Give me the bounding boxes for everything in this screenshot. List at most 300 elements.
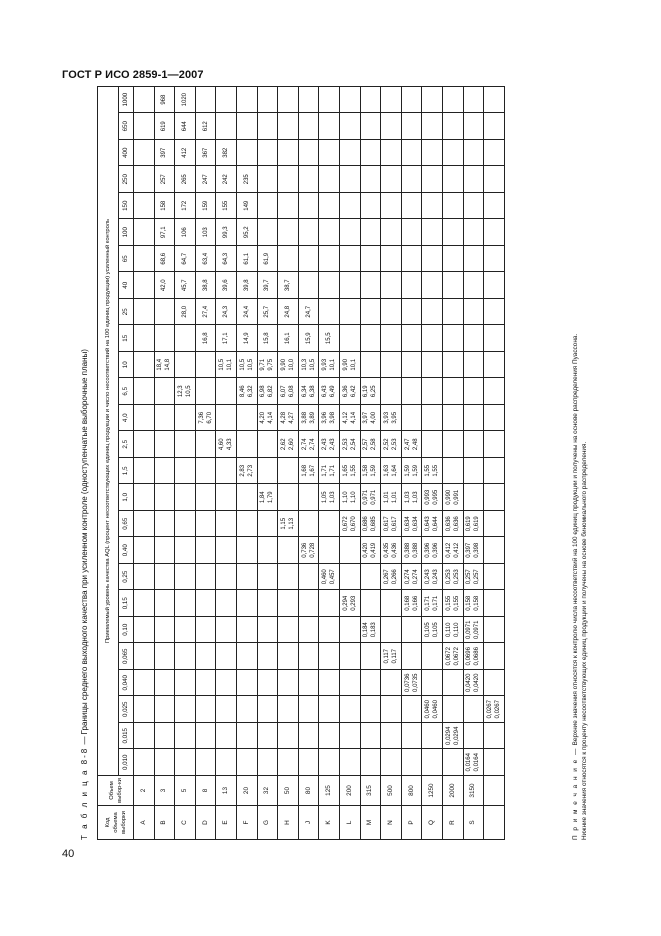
aoql-value-cell: [257, 458, 278, 485]
aoql-value-cell: 28,0: [175, 299, 196, 326]
aoql-value-cell: [463, 405, 484, 432]
aoql-value-cell: 0,460 0,457: [319, 564, 340, 591]
aoql-value-cell: [484, 511, 505, 538]
aoql-value-cell: 9,90 10,1: [339, 352, 360, 379]
aoql-value-cell: [360, 696, 381, 723]
aoql-value-cell: [298, 617, 319, 644]
sample-size-code: B: [154, 806, 175, 840]
aoql-value-cell: [154, 299, 175, 326]
aoql-value-cell: [278, 643, 299, 670]
aoql-value-cell: 99,3: [216, 219, 237, 246]
aoql-value-cell: 0,412 0,412: [442, 537, 463, 564]
aql-level: 100: [119, 219, 134, 246]
aoql-value-cell: 9,71 9,75: [257, 352, 278, 379]
aoql-value-cell: [339, 723, 360, 750]
aoql-value-cell: [278, 193, 299, 220]
aoql-value-cell: 0,634 0,634: [401, 511, 422, 538]
aoql-value-cell: [484, 537, 505, 564]
aoql-value-cell: [339, 219, 360, 246]
aoql-value-cell: 0,184 0,183: [360, 617, 381, 644]
aoql-value-cell: [134, 193, 155, 220]
aoql-value-cell: [236, 670, 257, 697]
aoql-value-cell: [175, 431, 196, 458]
aql-level: 0,10: [119, 617, 134, 644]
aoql-value-cell: [195, 537, 216, 564]
aoql-value-cell: [134, 484, 155, 511]
aoql-value-cell: [175, 590, 196, 617]
aoql-value-cell: [442, 246, 463, 273]
aoql-value-cell: [236, 723, 257, 750]
aoql-value-cell: [154, 670, 175, 697]
aoql-value-cell: 4,12 4,14: [339, 405, 360, 432]
aoql-value-cell: [216, 537, 237, 564]
aoql-value-cell: [484, 140, 505, 167]
aoql-value-cell: [257, 590, 278, 617]
aoql-value-cell: 64,7: [175, 246, 196, 273]
aoql-value-cell: 2,83 2,73: [236, 458, 257, 485]
aoql-value-cell: 0,257 0,257: [463, 564, 484, 591]
aoql-value-cell: [257, 166, 278, 193]
aoql-value-cell: [154, 511, 175, 538]
aoql-value-cell: [134, 140, 155, 167]
aoql-value-cell: [236, 140, 257, 167]
aoql-value-cell: 17,1: [216, 325, 237, 352]
aoql-value-cell: [422, 405, 443, 432]
aoql-value-cell: [319, 272, 340, 299]
aoql-value-cell: [298, 723, 319, 750]
table-row: [360, 86, 381, 839]
aql-header: Приемлемый уровень качества AQL (процент несоответствующих единиц продукции и число несоответствий на 100 единиц продукции) усиленный контроль: [98, 86, 119, 775]
aql-level: 0,25: [119, 564, 134, 591]
aoql-value-cell: [381, 378, 402, 405]
aoql-value-cell: [216, 511, 237, 538]
aoql-value-cell: [298, 590, 319, 617]
aoql-value-cell: 0,388 0,388: [401, 537, 422, 564]
aoql-value-cell: [401, 246, 422, 273]
aoql-value-cell: 6,36 6,42: [339, 378, 360, 405]
aoql-value-cell: [339, 564, 360, 591]
aoql-value-cell: 0,0736 0,0735: [401, 670, 422, 697]
aql-level: 40: [119, 272, 134, 299]
aoql-value-cell: [175, 458, 196, 485]
aoql-value-cell: [257, 86, 278, 113]
sample-size-code: L: [339, 806, 360, 840]
aoql-value-cell: [298, 670, 319, 697]
aoql-value-cell: [422, 670, 443, 697]
aoql-value-cell: 0,619 0,619: [463, 511, 484, 538]
aoql-value-cell: 10,5 10,1: [216, 352, 237, 379]
col-header-code: Код объема выборки: [98, 806, 134, 840]
table-row: [175, 86, 196, 839]
sample-size: 20: [236, 776, 257, 806]
aoql-value-cell: 0,267 0,266: [381, 564, 402, 591]
aoql-value-cell: [319, 219, 340, 246]
aoql-value-cell: [422, 431, 443, 458]
aoql-value-cell: [360, 590, 381, 617]
aoql-value-cell: 1,68 1,67: [298, 458, 319, 485]
aoql-value-cell: [298, 219, 319, 246]
col-header-size: Объем выбор-ки: [98, 776, 134, 806]
aoql-value-cell: [360, 670, 381, 697]
aoql-value-cell: 9,90 10,0: [278, 352, 299, 379]
aoql-value-cell: 0,0267 0,0267: [484, 696, 505, 723]
aoql-value-cell: 24,8: [278, 299, 299, 326]
aoql-value-cell: [257, 511, 278, 538]
aoql-value-cell: [381, 86, 402, 113]
aoql-value-cell: 2,47 2,48: [401, 431, 422, 458]
aoql-value-cell: 0,672 0,670: [339, 511, 360, 538]
aoql-value-cell: [154, 405, 175, 432]
aoql-value-cell: [401, 749, 422, 776]
aoql-value-cell: 45,7: [175, 272, 196, 299]
aoql-value-cell: [319, 749, 340, 776]
aoql-value-cell: [484, 272, 505, 299]
aql-level: 0,065: [119, 643, 134, 670]
aoql-value-cell: [278, 590, 299, 617]
aoql-value-cell: [257, 643, 278, 670]
aoql-value-cell: 39,6: [216, 272, 237, 299]
aoql-value-cell: [339, 325, 360, 352]
aoql-value-cell: [442, 272, 463, 299]
aoql-value-cell: 16,1: [278, 325, 299, 352]
aoql-value-cell: 24,4: [236, 299, 257, 326]
sample-size: 800: [401, 776, 422, 806]
aql-level: 10: [119, 352, 134, 379]
aoql-value-cell: [463, 325, 484, 352]
note-line-2: Нижние значения относятся к проценту несоответствующих единиц продукции и получены на основе биномиального распределения.: [581, 441, 588, 840]
aoql-value-cell: [401, 617, 422, 644]
aoql-value-cell: [298, 246, 319, 273]
aoql-value-cell: [134, 272, 155, 299]
aoql-value-cell: [339, 166, 360, 193]
aoql-value-cell: 1,01 1,01: [381, 484, 402, 511]
aoql-value-cell: [319, 511, 340, 538]
aoql-value-cell: [319, 670, 340, 697]
aoql-value-cell: 1,63 1,64: [381, 458, 402, 485]
aoql-value-cell: [195, 670, 216, 697]
aoql-value-cell: [442, 140, 463, 167]
aoql-value-cell: [381, 299, 402, 326]
note-label: П р и м е ч а н и е —: [572, 747, 579, 840]
aoql-value-cell: 1,58 1,59: [360, 458, 381, 485]
aoql-value-cell: 0,993 0,995: [422, 484, 443, 511]
aoql-value-cell: [195, 696, 216, 723]
aoql-value-cell: [422, 749, 443, 776]
aql-level: 0,40: [119, 537, 134, 564]
aoql-value-cell: [381, 140, 402, 167]
aql-level: 25: [119, 299, 134, 326]
aoql-value-cell: [463, 246, 484, 273]
aoql-value-cell: 0,0420 0,0420: [463, 670, 484, 697]
aoql-value-cell: [134, 511, 155, 538]
aoql-value-cell: [484, 193, 505, 220]
aoql-value-cell: [154, 484, 175, 511]
aoql-value-cell: [257, 670, 278, 697]
aoql-value-cell: 0,110 0,110: [442, 617, 463, 644]
aoql-value-cell: [298, 484, 319, 511]
aql-level: 65: [119, 246, 134, 273]
aoql-value-cell: [401, 405, 422, 432]
aoql-value-cell: [319, 299, 340, 326]
aoql-value-cell: [175, 670, 196, 697]
aoql-value-cell: [381, 325, 402, 352]
aoql-value-cell: [360, 140, 381, 167]
caption-label: Т а б л и ц а 8-8: [80, 746, 89, 840]
sample-size: 3150: [463, 776, 484, 806]
page-number: 40: [62, 848, 75, 860]
aoql-value-cell: [381, 272, 402, 299]
aoql-value-cell: 1,05 1,03: [319, 484, 340, 511]
aoql-value-cell: [381, 246, 402, 273]
aoql-value-cell: [381, 193, 402, 220]
aoql-value-cell: [216, 378, 237, 405]
aql-level: 6,5: [119, 378, 134, 405]
aoql-value-cell: 24,7: [298, 299, 319, 326]
aoql-value-cell: [195, 723, 216, 750]
aoql-value-cell: [484, 564, 505, 591]
aoql-value-cell: [195, 511, 216, 538]
aoql-value-cell: [257, 537, 278, 564]
aoql-value-cell: [442, 696, 463, 723]
aoql-value-cell: 1,59 1,59: [401, 458, 422, 485]
aoql-value-cell: [134, 246, 155, 273]
aoql-value-cell: 0,158 0,158: [463, 590, 484, 617]
aoql-value-cell: [360, 564, 381, 591]
aoql-value-cell: 10,3 10,5: [298, 352, 319, 379]
sample-size: 125: [319, 776, 340, 806]
aoql-value-cell: [216, 590, 237, 617]
aoql-value-cell: [278, 113, 299, 140]
aoql-value-cell: [298, 749, 319, 776]
aoql-value-cell: 3,96 3,98: [319, 405, 340, 432]
aoql-value-cell: [216, 723, 237, 750]
aoql-value-cell: [278, 140, 299, 167]
aoql-value-cell: [484, 166, 505, 193]
aoql-value-cell: [216, 458, 237, 485]
aoql-value-cell: [257, 193, 278, 220]
aoql-value-cell: [381, 749, 402, 776]
aoql-value-cell: [154, 723, 175, 750]
aoql-value-cell: [298, 193, 319, 220]
aoql-value-cell: [134, 299, 155, 326]
aoql-value-cell: [154, 696, 175, 723]
aoql-value-cell: [134, 458, 155, 485]
aoql-value-cell: 9,93 10,1: [319, 352, 340, 379]
caption-text: — Границы среднего выходного качества при усиленном контроле (одноступенчатые выборочные планы): [80, 349, 89, 745]
sample-size-code: A: [134, 806, 155, 840]
aoql-value-cell: [442, 113, 463, 140]
aoql-value-cell: 6,43 6,49: [319, 378, 340, 405]
aoql-value-cell: 0,736 0,728: [298, 537, 319, 564]
aoql-value-cell: 367: [195, 140, 216, 167]
aoql-value-cell: [175, 723, 196, 750]
aoql-value-cell: [442, 166, 463, 193]
aoql-value-cell: [360, 219, 381, 246]
aoql-value-cell: [236, 617, 257, 644]
aoql-value-cell: 2,53 2,54: [339, 431, 360, 458]
table-row: [381, 86, 402, 839]
aoql-value-cell: [319, 537, 340, 564]
aoql-value-cell: [134, 564, 155, 591]
aoql-value-cell: [216, 484, 237, 511]
aoql-value-cell: [278, 166, 299, 193]
aoql-value-cell: [360, 352, 381, 379]
aoql-value-cell: [134, 590, 155, 617]
aql-level: 0,025: [119, 696, 134, 723]
aoql-value-cell: 61,1: [236, 246, 257, 273]
aoql-value-cell: [195, 643, 216, 670]
table-caption: [75, 100, 95, 840]
aoql-table: [97, 86, 505, 840]
aoql-value-cell: [484, 219, 505, 246]
sample-size-code: Q: [422, 806, 443, 840]
aoql-value-cell: [360, 86, 381, 113]
table-row: [134, 86, 155, 839]
aoql-value-cell: 63,4: [195, 246, 216, 273]
aoql-value-cell: [154, 564, 175, 591]
aoql-value-cell: 97,1: [154, 219, 175, 246]
aoql-value-cell: 106: [175, 219, 196, 246]
aoql-value-cell: [463, 86, 484, 113]
aoql-value-cell: [278, 696, 299, 723]
aoql-value-cell: 0,396 0,396: [422, 537, 443, 564]
aoql-value-cell: [216, 113, 237, 140]
aoql-value-cell: [484, 643, 505, 670]
aoql-value-cell: [442, 299, 463, 326]
aoql-value-cell: [278, 670, 299, 697]
aoql-value-cell: 158: [154, 193, 175, 220]
aoql-value-cell: [175, 405, 196, 432]
aoql-value-cell: [422, 246, 443, 273]
aoql-value-cell: [236, 113, 257, 140]
aoql-value-cell: [298, 113, 319, 140]
aoql-value-cell: 149: [236, 193, 257, 220]
aoql-value-cell: [463, 113, 484, 140]
aoql-value-cell: [442, 458, 463, 485]
aoql-value-cell: [236, 511, 257, 538]
sample-size-code: G: [257, 806, 278, 840]
aoql-value-cell: [360, 299, 381, 326]
aoql-value-cell: 968: [154, 86, 175, 113]
aoql-value-cell: [319, 723, 340, 750]
aoql-value-cell: [278, 484, 299, 511]
aoql-value-cell: 103: [195, 219, 216, 246]
aoql-value-cell: [422, 299, 443, 326]
aoql-value-cell: [463, 140, 484, 167]
aoql-value-cell: 257: [154, 166, 175, 193]
aoql-value-cell: [339, 86, 360, 113]
aoql-value-cell: 61,9: [257, 246, 278, 273]
aoql-value-cell: 2,43 2,43: [319, 431, 340, 458]
aoql-value-cell: 24,3: [216, 299, 237, 326]
aoql-value-cell: [134, 325, 155, 352]
aoql-value-cell: 0,155 0,155: [442, 590, 463, 617]
aoql-value-cell: [360, 193, 381, 220]
aoql-value-cell: 39,7: [257, 272, 278, 299]
aql-level: 0,65: [119, 511, 134, 538]
aoql-value-cell: [442, 670, 463, 697]
aoql-value-cell: 0,0696 0,0686: [463, 643, 484, 670]
aoql-value-cell: [484, 617, 505, 644]
sample-size-code: E: [216, 806, 237, 840]
aoql-value-cell: [319, 113, 340, 140]
aql-level: 4,0: [119, 405, 134, 432]
aoql-value-cell: [381, 219, 402, 246]
sample-size-code: P: [401, 806, 422, 840]
aoql-value-cell: 6,34 6,38: [298, 378, 319, 405]
aoql-value-cell: [298, 564, 319, 591]
aoql-value-cell: [401, 193, 422, 220]
aoql-value-cell: [422, 193, 443, 220]
aoql-value-cell: 0,0294 0,0294: [442, 723, 463, 750]
sample-size: 80: [298, 776, 319, 806]
aoql-value-cell: [278, 617, 299, 644]
aoql-value-cell: 12,3 10,5: [175, 378, 196, 405]
sample-size: 200: [339, 776, 360, 806]
table-row: [339, 86, 360, 839]
aoql-value-cell: [154, 643, 175, 670]
aoql-value-cell: [278, 537, 299, 564]
sample-size-code: C: [175, 806, 196, 840]
aoql-value-cell: 15,8: [257, 325, 278, 352]
aoql-value-cell: 1,84 1,79: [257, 484, 278, 511]
table-row: [484, 86, 505, 839]
aoql-value-cell: [175, 749, 196, 776]
aoql-value-cell: [339, 696, 360, 723]
aoql-value-cell: [442, 405, 463, 432]
aoql-value-cell: [257, 140, 278, 167]
aoql-value-cell: [257, 749, 278, 776]
aoql-value-cell: [175, 643, 196, 670]
aoql-value-cell: [484, 431, 505, 458]
aoql-value-cell: [339, 299, 360, 326]
aoql-value-cell: [463, 696, 484, 723]
table-row: [257, 86, 278, 839]
aoql-value-cell: 14,9: [236, 325, 257, 352]
aoql-value-cell: [134, 219, 155, 246]
aoql-value-cell: 0,0672 0,0672: [442, 643, 463, 670]
aoql-value-cell: 42,0: [154, 272, 175, 299]
sample-size: 32: [257, 776, 278, 806]
table-note: [571, 100, 589, 840]
aoql-value-cell: [175, 564, 196, 591]
aoql-value-cell: 0,617 0,617: [381, 511, 402, 538]
aql-level: 150: [119, 193, 134, 220]
aoql-value-cell: 612: [195, 113, 216, 140]
aoql-value-cell: 155: [216, 193, 237, 220]
aoql-value-cell: [381, 723, 402, 750]
aoql-value-cell: [422, 113, 443, 140]
aoql-value-cell: [298, 166, 319, 193]
table-row: [154, 86, 175, 839]
aql-level: 250: [119, 166, 134, 193]
aoql-value-cell: [339, 140, 360, 167]
aql-level: 0,015: [119, 723, 134, 750]
table-row: [442, 86, 463, 839]
aoql-value-cell: [175, 325, 196, 352]
aql-level: 15: [119, 325, 134, 352]
aoql-value-cell: [442, 749, 463, 776]
aoql-value-cell: [195, 352, 216, 379]
aoql-value-cell: [401, 643, 422, 670]
aoql-value-cell: 265: [175, 166, 196, 193]
aoql-value-cell: [278, 749, 299, 776]
aoql-value-cell: [401, 325, 422, 352]
aoql-value-cell: [442, 378, 463, 405]
aoql-value-cell: [463, 219, 484, 246]
aoql-value-cell: 1,10 1,10: [339, 484, 360, 511]
aoql-value-cell: [463, 352, 484, 379]
